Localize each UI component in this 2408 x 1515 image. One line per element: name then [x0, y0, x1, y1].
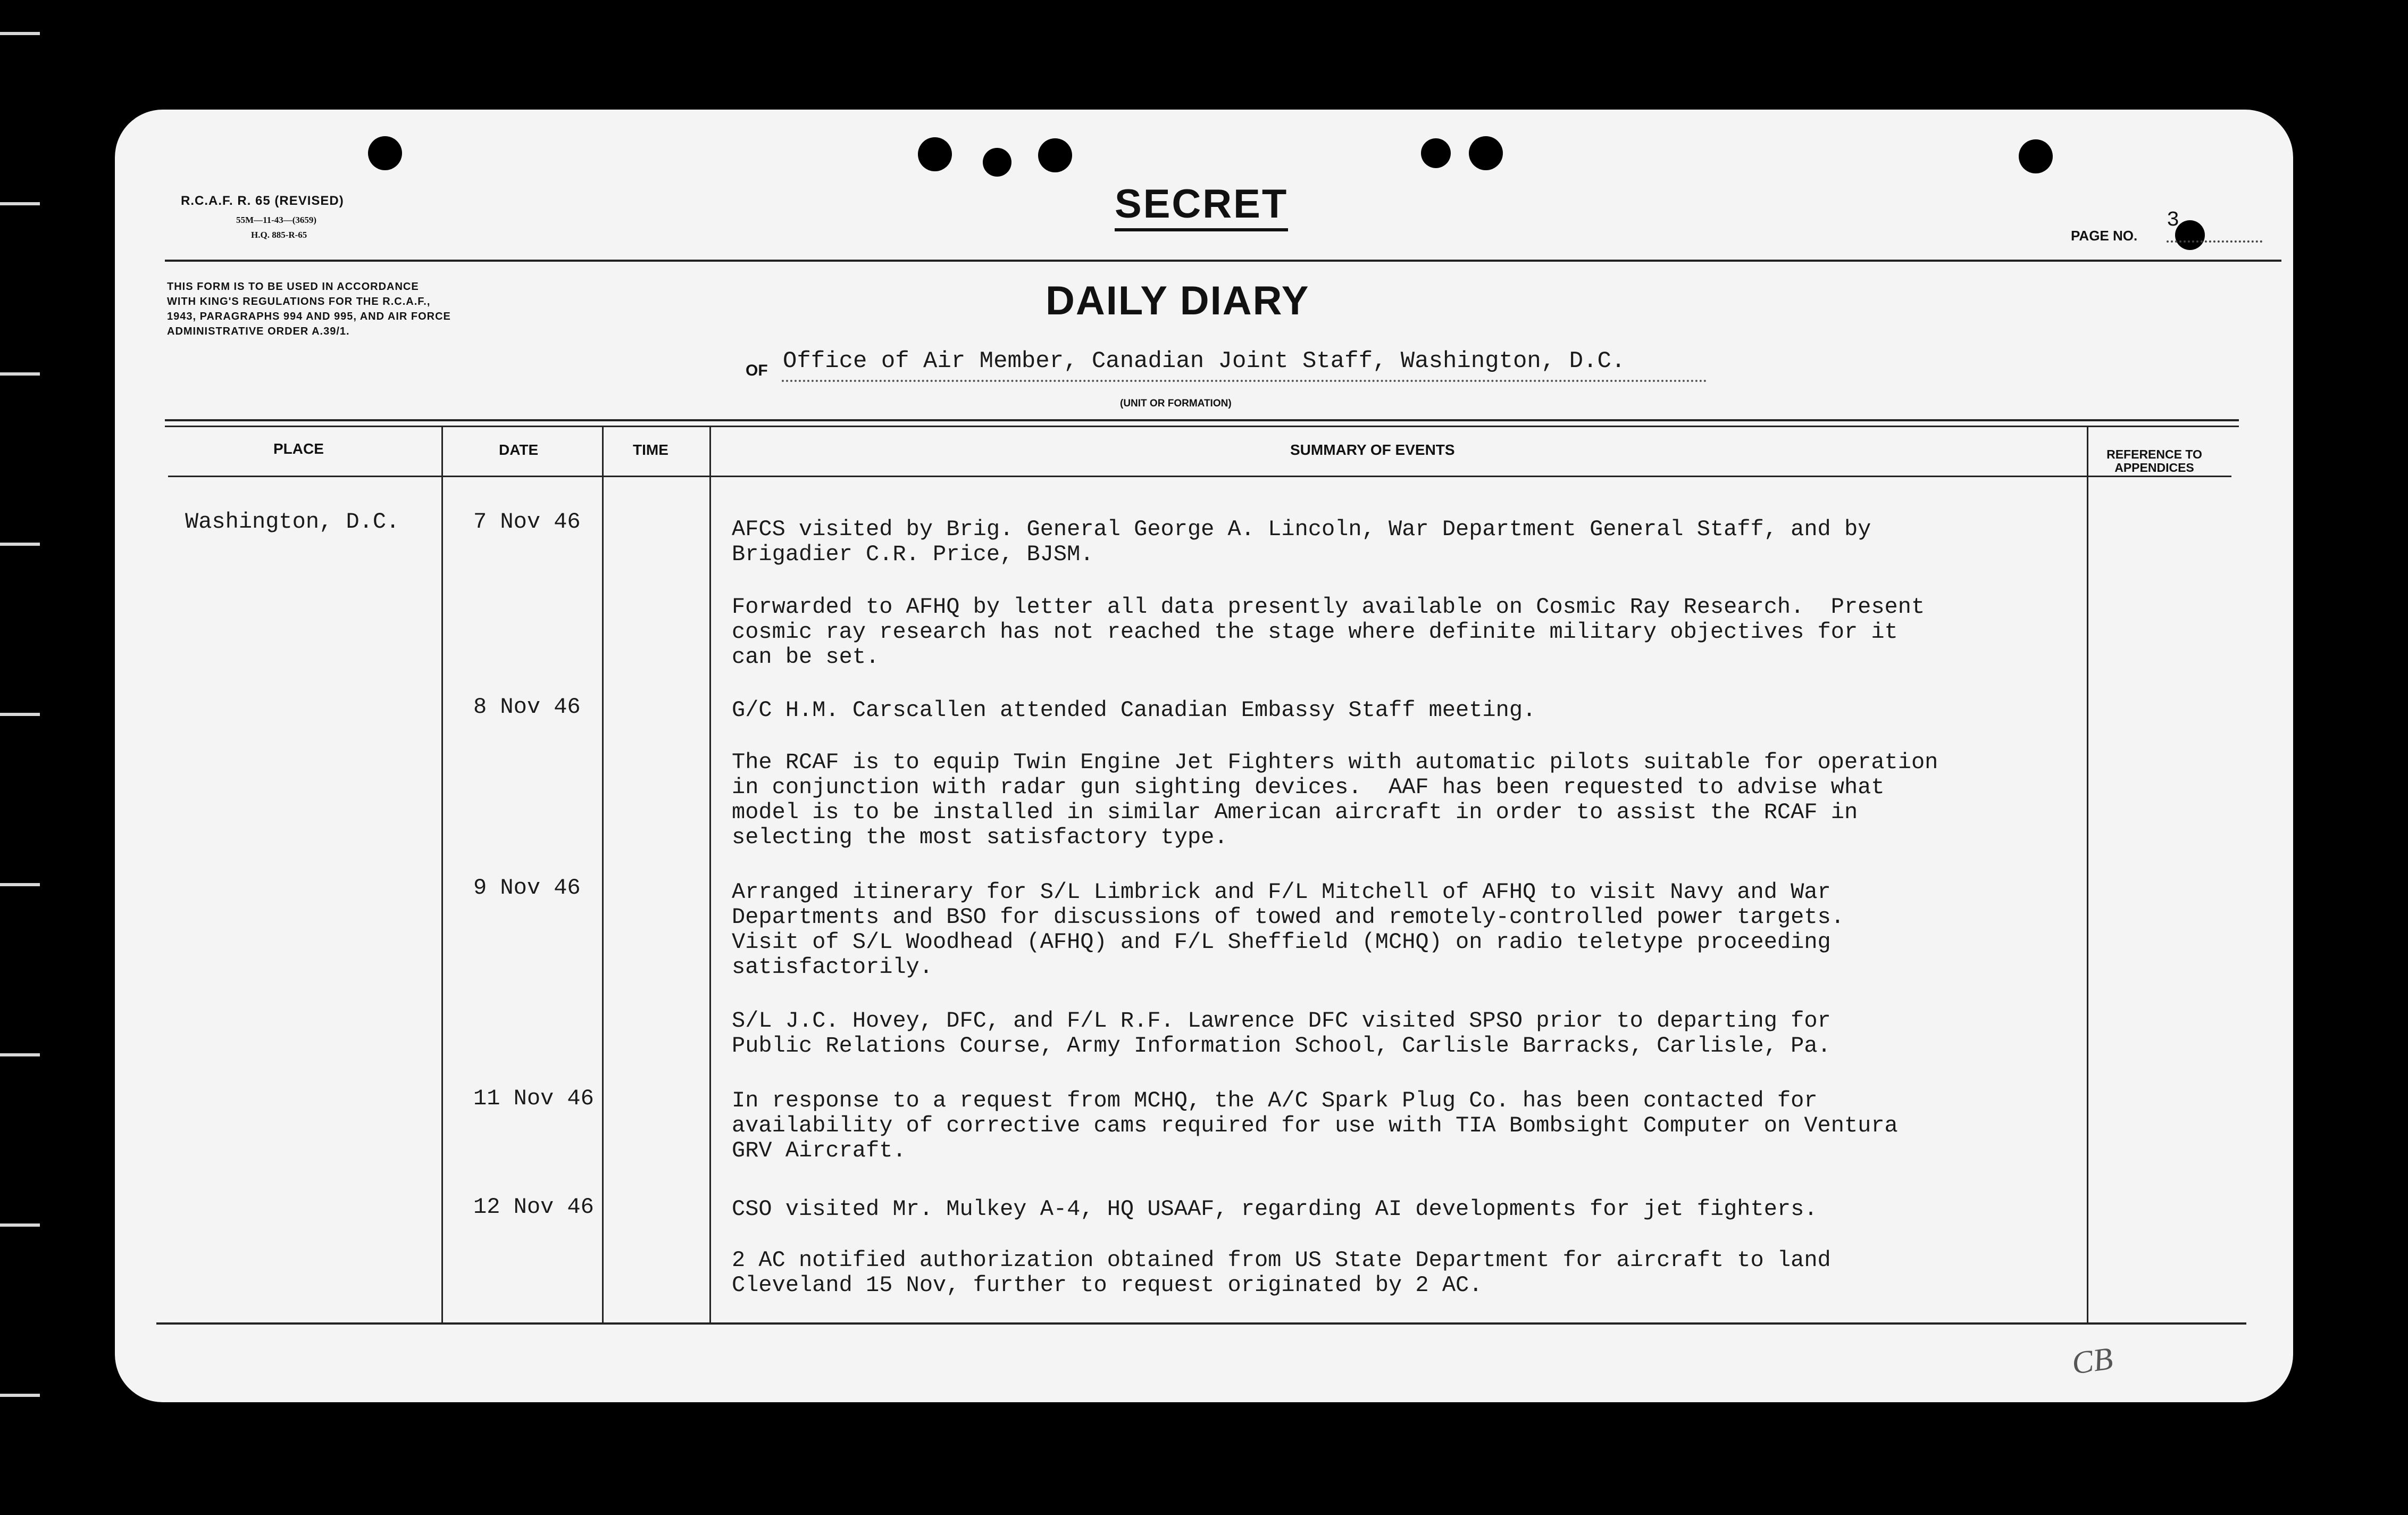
daily-diary-form: [115, 110, 2293, 1402]
column-divider: [2087, 427, 2088, 1322]
punch-hole: [2175, 220, 2205, 250]
handwritten-initials: CB: [2069, 1340, 2115, 1381]
entry-date: 12 Nov 46: [473, 1194, 594, 1220]
regulation-line: 1943, PARAGRAPHS 994 AND 995, AND AIR FORCE: [167, 311, 451, 322]
column-divider: [441, 427, 443, 1322]
form-title: DAILY DIARY: [1046, 278, 1310, 323]
column-header-date: DATE: [499, 442, 539, 458]
reference-header-line: REFERENCE TO: [2106, 447, 2202, 461]
entry-summary: The RCAF is to equip Twin Engine Jet Fighters with automatic pilots suitable for operation in conjunction with radar gun sighting devices. AAF has been requested to advise what model is to be installed in similar American aircraft in order to assist the RCAF in selecting the most satisfactory type.: [732, 750, 1938, 850]
punch-hole: [983, 148, 1011, 177]
regulation-line: THIS FORM IS TO BE USED IN ACCORDANCE: [167, 281, 419, 293]
regulation-line: ADMINISTRATIVE ORDER A.39/1.: [167, 326, 350, 337]
entry-summary: CSO visited Mr. Mulkey A-4, HQ USAAF, regarding AI developments for jet fighters.: [732, 1196, 1818, 1222]
film-edge-mark: [0, 883, 40, 886]
entry-summary: 2 AC notified authorization obtained from US State Department for aircraft to land Cleveland 15 Nov, further to request originated by 2 AC.: [732, 1247, 1831, 1298]
print-code: 55M—11-43—(3659): [236, 215, 317, 225]
page-number-label: PAGE NO.: [2071, 228, 2138, 244]
entry-date: 11 Nov 46: [473, 1086, 594, 1111]
entry-date: 8 Nov 46: [473, 694, 581, 720]
entry-place: Washington, D.C.: [185, 509, 400, 535]
punch-hole: [1421, 138, 1451, 168]
film-edge-mark: [0, 543, 40, 546]
column-header-summary: SUMMARY OF EVENTS: [1290, 442, 1455, 458]
unit-caption: (UNIT OR FORMATION): [1120, 398, 1232, 409]
page-number: 3: [2167, 209, 2180, 232]
regulation-line: WITH KING'S REGULATIONS FOR THE R.C.A.F.,: [167, 296, 431, 307]
film-edge-mark: [0, 1053, 40, 1056]
entry-summary: S/L J.C. Hovey, DFC, and F/L R.F. Lawrence DFC visited SPSO prior to departing for Public Relations Course, Army Information School, Carlisle Barracks, Carlisle, Pa.: [732, 1008, 1831, 1059]
of-label: OF: [746, 362, 768, 379]
form-code: R.C.A.F. R. 65 (REVISED): [181, 194, 344, 208]
column-header-place: PLACE: [273, 440, 324, 457]
column-header-reference: [2083, 448, 2226, 475]
punch-hole: [918, 137, 952, 171]
film-edge-mark: [0, 32, 40, 35]
entry-date: 9 Nov 46: [473, 875, 581, 901]
table-top-rule: [165, 419, 2239, 421]
film-edge-mark: [0, 1394, 40, 1397]
punch-hole: [2019, 139, 2053, 173]
hq-code: H.Q. 885-R-65: [251, 230, 307, 240]
classification-marking: SECRET: [1115, 181, 1288, 231]
column-header-rule: [168, 476, 2231, 477]
table-top-rule: [165, 426, 2239, 427]
film-edge-mark: [0, 202, 40, 205]
entry-summary: Arranged itinerary for S/L Limbrick and F/L Mitchell of AFHQ to visit Navy and War Departments and BSO for discussions of towed and remotely-controlled power targets. Visit of S/L Woodhead (AFHQ) and F/L Sheffield (MCHQ) on radio teletype proceeding satisfactorily.: [732, 879, 1844, 980]
film-edge-mark: [0, 1223, 40, 1227]
column-divider: [602, 427, 604, 1322]
entry-summary: Forwarded to AFHQ by letter all data presently available on Cosmic Ray Research. Present cosmic ray research has not reached the stage where definite military objectives for it can be set.: [732, 594, 1925, 670]
entry-summary: In response to a request from MCHQ, the A/C Spark Plug Co. has been contacted for availability of corrective cams required for use with TIA Bombsight Computer on Ventura GRV Aircraft.: [732, 1088, 1898, 1163]
punch-hole: [368, 136, 402, 170]
entry-summary: G/C H.M. Carscallen attended Canadian Embassy Staff meeting.: [732, 697, 1536, 723]
table-bottom-rule: [156, 1322, 2246, 1325]
reference-header-line: APPENDICES: [2114, 461, 2194, 475]
film-edge-mark: [0, 713, 40, 716]
page-number-line: [2167, 240, 2262, 243]
punch-hole: [1469, 136, 1503, 170]
entry-date: 7 Nov 46: [473, 509, 581, 535]
unit-line: [782, 380, 1707, 382]
column-header-time: TIME: [633, 442, 668, 458]
unit-name: Office of Air Member, Canadian Joint Staff, Washington, D.C.: [783, 348, 1626, 374]
entry-summary: AFCS visited by Brig. General George A. Lincoln, War Department General Staff, and by Brigadier C.R. Price, BJSM.: [732, 517, 1871, 567]
column-divider: [709, 427, 711, 1322]
film-edge-mark: [0, 372, 40, 376]
punch-hole: [1038, 138, 1072, 172]
header-rule: [165, 260, 2281, 262]
